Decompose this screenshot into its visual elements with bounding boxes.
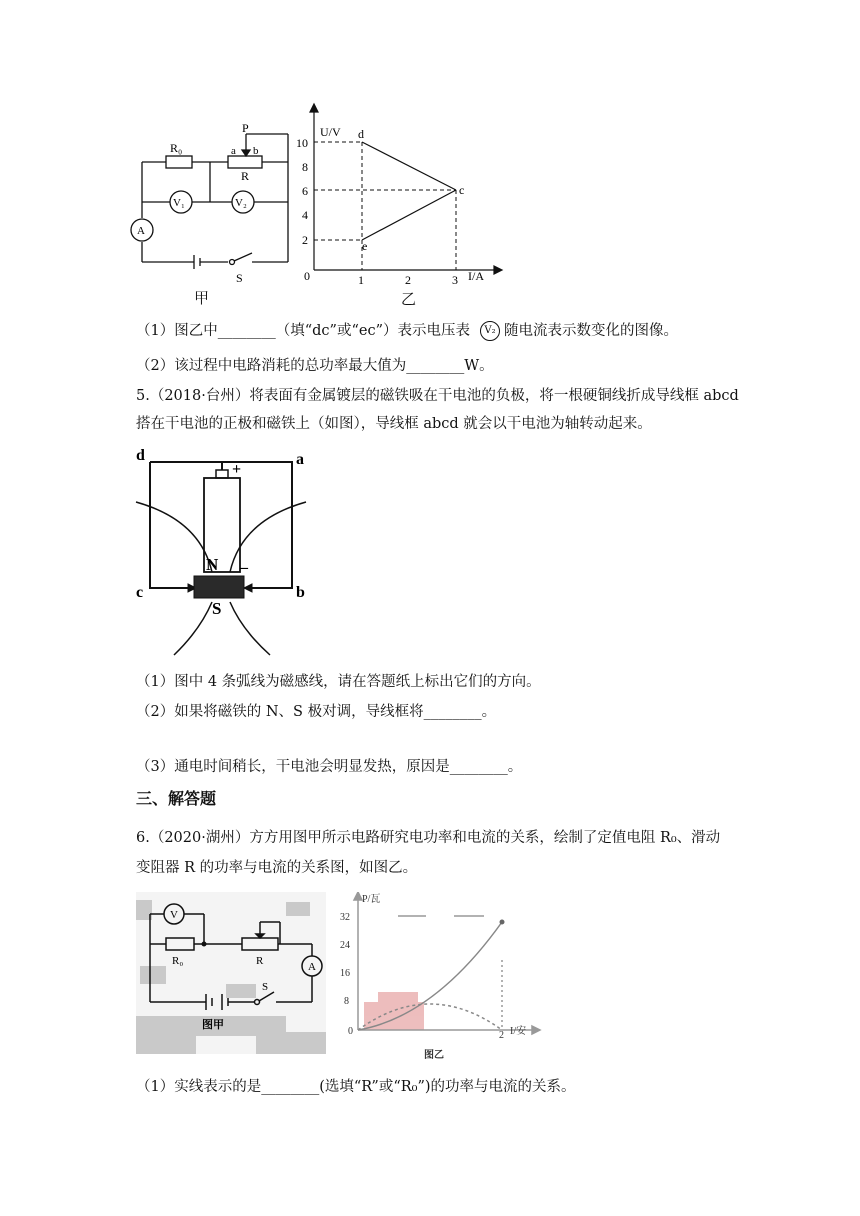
voltmeter-v2-icon: V₂ [480,321,500,341]
q4-part1-prefix: （1）图乙中________（填“dc”或“ec”）表示电压表 [136,323,470,339]
q6-part1: （1）实线表示的是________(选填“R”或“R₀”)的功率与电流的关系。 [136,1079,576,1095]
fig-b-ytick-24: 24 [340,940,350,951]
circuit-diagram-fig-a [136,892,326,1054]
label-a: a [231,145,236,157]
q5-part1: （1）图中 4 条弧线为磁感线，请在答题纸上标出它们的方向。 [136,674,541,690]
label-ammeter: A [137,225,145,237]
label-s: S [236,271,243,285]
fig-b-y-label: P/瓦 [362,894,381,905]
section-title: 三、解答题 [136,789,217,808]
frame-label-c: c [136,584,144,601]
fig-a-label-v: V [170,909,178,921]
fig-a-caption: 图甲 [202,1019,224,1031]
q4-part1 [136,319,678,341]
point-e: e [362,239,368,253]
y-tick-8: 8 [302,160,308,174]
y-tick-4: 4 [302,208,308,222]
point-d: d [358,127,364,141]
label-r0: R₀ [170,141,183,155]
q5-stem-line1: 5.（2018·台州）将表面有金属镀层的磁铁吸在干电池的负极，将一根硬铜线折成导线框 abcd [136,388,739,404]
fig-b-x-label: I/安 [510,1026,527,1037]
frame-label-b: b [296,584,305,601]
y-axis-label: U/V [320,125,341,139]
fig-b-ytick-8: 8 [344,996,349,1007]
terminal-plus: + [232,461,242,478]
label-b: b [253,145,259,157]
label-v2: V₂ [235,197,247,209]
fig-b-origin: 0 [348,1026,353,1037]
label-v1: V₁ [173,197,185,209]
caption-yi: 乙 [401,290,417,308]
pole-label-n: N [206,555,219,574]
y-tick-10: 10 [296,136,308,150]
caption-jia: 甲 [194,289,210,307]
scan-noise [364,992,424,1030]
y-tick-6: 6 [302,184,308,198]
fig-a-label-r0: R₀ [172,955,184,967]
y-tick-2: 2 [302,233,308,247]
power-current-graph-fig-b [334,892,574,1062]
circuit-diagram-jia [128,122,298,302]
point-c: c [459,183,465,197]
x-tick-3: 3 [452,273,458,285]
q4-part1-suffix: 随电流表示数变化的图像。 [503,323,678,339]
q5-part3: （3）通电时间稍长，干电池会明显发热，原因是________。 [136,759,523,775]
x-axis-label: I/A [468,269,484,283]
q6-stem-line2: 变阻器 R 的功率与电流的关系图，如图乙。 [136,860,418,876]
q5-stem-line2: 搭在干电池的正极和磁铁上（如图），导线框 abcd 就会以干电池为轴转动起来。 [136,416,652,432]
terminal-minus: – [240,559,248,576]
q6-stem-line1: 6.（2020·湖州）方方用图甲所示电路研究电功率和电流的关系，绘制了定值电阻 R₀、滑动 [136,830,721,846]
fig-a-label-a: A [308,961,316,973]
x-tick-1: 1 [358,273,364,285]
label-p: P [242,122,249,135]
q4-part2: （2）该过程中电路消耗的总功率最大值为________W。 [136,358,494,374]
pole-label-s: S [212,599,222,618]
x-tick-2: 2 [405,273,411,285]
u-i-graph-yi [296,100,506,285]
fig-a-label-s: S [262,981,269,993]
frame-label-a: a [296,451,304,468]
fig-b-ytick-32: 32 [340,912,350,923]
origin-label: 0 [304,269,310,283]
battery-magnet-frame-figure [130,440,320,662]
fig-b-ytick-16: 16 [340,968,350,979]
frame-label-d: d [136,447,145,464]
label-r: R [241,169,250,183]
q5-part2: （2）如果将磁铁的 N、S 极对调，导线框将________。 [136,704,497,720]
fig-b-xtick-2: 2 [499,1030,504,1041]
fig-b-caption: 图乙 [424,1050,444,1061]
fig-a-label-r: R [256,955,264,967]
